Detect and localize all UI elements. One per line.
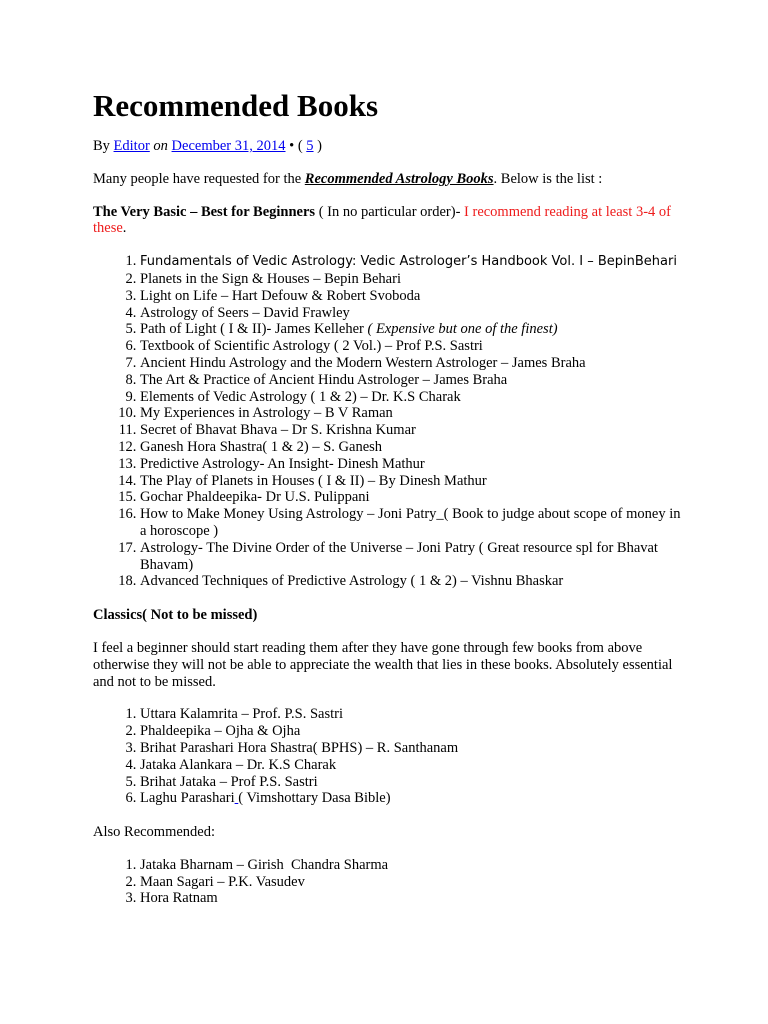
book-title: Laghu Parashari [140, 790, 235, 807]
list-item: 10. My Experiences in Astrology – B V Raman [140, 405, 683, 422]
list-item: 2. Phaldeepika – Ojha & Ojha [140, 723, 683, 740]
classics-heading-text: Classics( Not to be missed) [93, 607, 258, 624]
list-item: 4. Jataka Alankara – Dr. K.S Charak [140, 757, 683, 774]
list-item: 1. Jataka Bharnam – Girish Chandra Sharma [140, 857, 683, 874]
list-item: 12. Ganesh Hora Shastra( 1 & 2) – S. Ganesh [140, 439, 683, 456]
basic-heading-end: . [122, 220, 127, 237]
recommended-astrology-books-link[interactable]: Recommended Astrology Books [304, 170, 494, 187]
classics-heading [93, 607, 683, 624]
list-item: 8. The Art & Practice of Ancient Hindu Astrologer – James Braha [140, 372, 683, 389]
book-title: Path of Light ( I & II)- James Kelleher [140, 321, 364, 338]
basic-heading [93, 204, 683, 238]
list-item: 5. Brihat Jataka – Prof P.S. Sastri [140, 774, 683, 791]
page-title: Recommended Books [93, 88, 379, 123]
list-item: 18. Advanced Techniques of Predictive Astrology ( 1 & 2) – Vishnu Bhaskar [140, 573, 683, 590]
list-item: 9. Elements of Vedic Astrology ( 1 & 2) – Dr. K.S Charak [140, 389, 683, 406]
list-item: 14. The Play of Planets in Houses ( I & II) – By Dinesh Mathur [140, 473, 683, 490]
basic-heading-bold: The Very Basic – Best for Beginners [93, 203, 316, 220]
book-note: ( Expensive but one of the finest) [363, 321, 558, 338]
article [93, 88, 683, 924]
list-item: 16. How to Make Money Using Astrology – Joni Patry_( Book to judge about scope of money in a horoscope ) [140, 506, 683, 540]
list-item: 7. Ancient Hindu Astrology and the Modern Western Astrologer – James Braha [140, 355, 683, 372]
list-item [140, 253, 683, 271]
date-link[interactable]: December 31, 2014 [171, 138, 286, 154]
list-item: 13. Predictive Astrology- An Insight- Dinesh Mathur [140, 456, 683, 473]
list-item: 4. Astrology of Seers – David Frawley [140, 305, 683, 322]
byline-separator: • [289, 138, 295, 154]
also-books-list [93, 857, 683, 907]
basic-heading-normal: ( In no particular order)- [315, 203, 465, 220]
classics-books-list [93, 706, 683, 807]
comments-close: ) [317, 138, 323, 154]
basic-heading-red: I recommend reading at least 3-4 of these [93, 203, 671, 237]
comments-count-link[interactable]: 5 [306, 138, 314, 154]
list-item: 11. Secret of Bhavat Bhava – Dr S. Krishna Kumar [140, 422, 683, 439]
book-title: Fundamentals of Vedic Astrology: Vedic Astrologer’s Handbook Vol. I – BepinBehari [140, 254, 677, 270]
intro-paragraph [93, 171, 683, 188]
classics-intro: I feel a beginner should start reading them after they have gone through few books from above otherwise they will not be able to appreciate the wealth that lies in these books. Absolutely essential and not to be missed. [93, 639, 673, 690]
byline [93, 138, 683, 155]
intro-after: . Below is the list : [493, 170, 603, 187]
list-item: 1. Uttara Kalamrita – Prof. P.S. Sastri [140, 706, 683, 723]
list-item: 6. Textbook of Scientific Astrology ( 2 Vol.) – Prof P.S. Sastri [140, 338, 683, 355]
list-item: 2. Maan Sagari – P.K. Vasudev [140, 874, 683, 891]
byline-on: on [153, 138, 168, 154]
comments-open: ( [297, 138, 303, 154]
list-item: 17. Astrology- The Divine Order of the Universe – Joni Patry ( Great resource spl for Bhavat Bhavam) [140, 540, 683, 574]
also-heading: Also Recommended: [93, 824, 216, 841]
intro-before: Many people have requested for the [93, 170, 305, 187]
list-item: 3. Brihat Parashari Hora Shastra( BPHS) – R. Santhanam [140, 740, 683, 757]
byline-by: By [93, 138, 110, 154]
author-link[interactable]: Editor [113, 138, 150, 154]
list-item: 2. Planets in the Sign & Houses – Bepin Behari [140, 271, 683, 288]
list-item [140, 321, 683, 338]
list-item: 15. Gochar Phaldeepika- Dr U.S. Pulippani [140, 489, 683, 506]
list-item: 3. Hora Ratnam [140, 890, 683, 907]
book-note: ( Vimshottary Dasa Bible) [238, 790, 391, 807]
basic-books-list [93, 253, 683, 590]
list-item [140, 790, 683, 807]
list-item: 3. Light on Life – Hart Defouw & Robert Svoboda [140, 288, 683, 305]
